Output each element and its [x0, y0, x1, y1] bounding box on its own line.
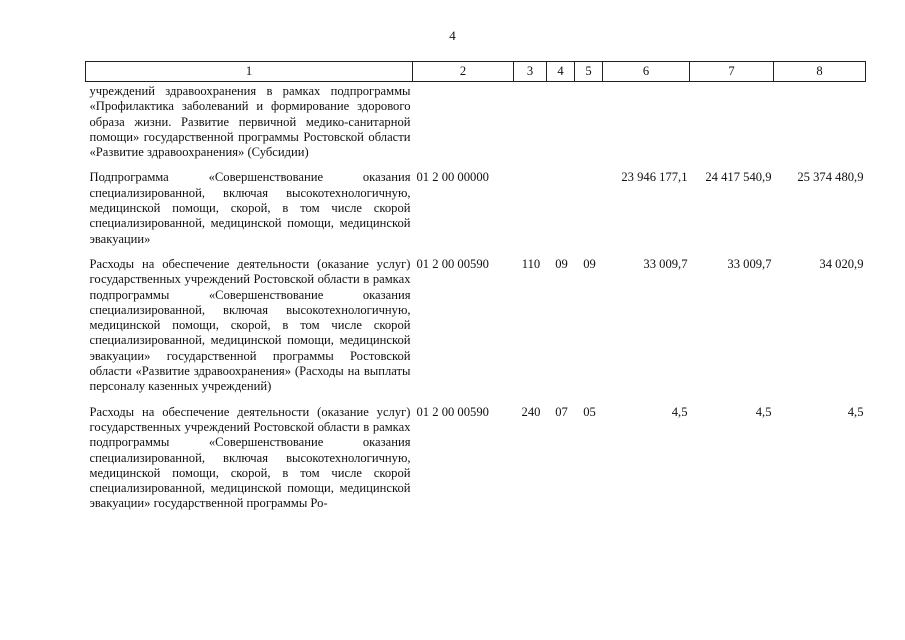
row-target-code: 01 2 00 00000 [416, 170, 489, 185]
row-section: 09 [555, 256, 568, 271]
row-expense-type: 240 [521, 404, 541, 419]
row-subsection: 05 [583, 404, 596, 419]
column-header-2: 2 [413, 62, 514, 82]
row-subsection: 09 [583, 256, 596, 271]
row-name: Подпрограмма «Совершенствование оказания специализированной, включая высокотехнологичную, медицинской помощи, скорой, в том числе скорой специализированной, медицинской помощи, медицинской эвакуации» [89, 170, 411, 246]
column-header-4: 4 [547, 62, 575, 82]
row-section: 07 [555, 404, 568, 419]
row-subsection [575, 170, 603, 256]
header-row [86, 62, 866, 82]
table-body [86, 82, 866, 522]
row-section [547, 170, 575, 256]
table-row [86, 405, 866, 522]
row-name: Расходы на обеспечение деятельности (оказание услуг) государственных учреждений Ростовской области в рамках подпрограммы «Совершенствование оказания специализированной, включая высокотехнологичную, медицинской помощи, скорой, в том числе скорой специализированной, медицинской помощи, медицинской эвакуации» государственной программы Ро- [89, 404, 411, 511]
row-value-3: 25 374 480,9 [797, 170, 864, 185]
row-value-1: 33 009,7 [643, 256, 688, 271]
row-name: учреждений здравоохранения в рамках подпрограммы «Профилактика заболеваний и формирование здорового образа жизни. Развитие первичной медико-санитарной помощи» государственной программы Ростовской области «Развитие здравоохранения» (Субсидии) [89, 84, 411, 160]
row-name: Расходы на обеспечение деятельности (оказание услуг) государственных учреждений Ростовской области в рамках подпрограммы «Совершенствование оказания специализированной, включая высокотехнологичную, медицинской помощи, скорой, в том числе скорой специализированной, медицинской помощи, медицинской эвакуации» государственной программы Ростовской области «Развитие здравоохранения» (Расходы на выплаты персоналу казенных учреждений) [89, 256, 411, 394]
column-header-7: 7 [690, 62, 774, 82]
row-section [547, 82, 575, 171]
table-row [86, 82, 866, 171]
row-value-2: 24 417 540,9 [705, 170, 772, 185]
row-value-3 [774, 82, 866, 171]
column-header-6: 6 [603, 62, 690, 82]
row-value-1 [603, 82, 690, 171]
row-value-2 [690, 82, 774, 171]
row-value-2: 4,5 [755, 404, 772, 419]
row-target-code [413, 82, 514, 171]
budget-table [85, 61, 866, 522]
table-row [86, 257, 866, 405]
column-header-5: 5 [575, 62, 603, 82]
row-expense-type [514, 82, 547, 171]
column-header-8: 8 [774, 62, 866, 82]
row-target-code: 01 2 00 00590 [416, 256, 489, 271]
column-header-1: 1 [86, 62, 413, 82]
row-target-code: 01 2 00 00590 [416, 404, 489, 419]
row-expense-type [514, 170, 547, 256]
row-expense-type: 110 [521, 256, 541, 271]
table-header [86, 62, 866, 82]
row-value-1: 23 946 177,1 [621, 170, 688, 185]
column-header-3: 3 [514, 62, 547, 82]
row-value-3: 34 020,9 [819, 256, 864, 271]
row-subsection [575, 82, 603, 171]
page-number: 4 [449, 28, 456, 43]
row-value-2: 33 009,7 [727, 256, 772, 271]
table-row [86, 170, 866, 256]
row-value-1: 4,5 [671, 404, 688, 419]
row-value-3: 4,5 [847, 404, 864, 419]
